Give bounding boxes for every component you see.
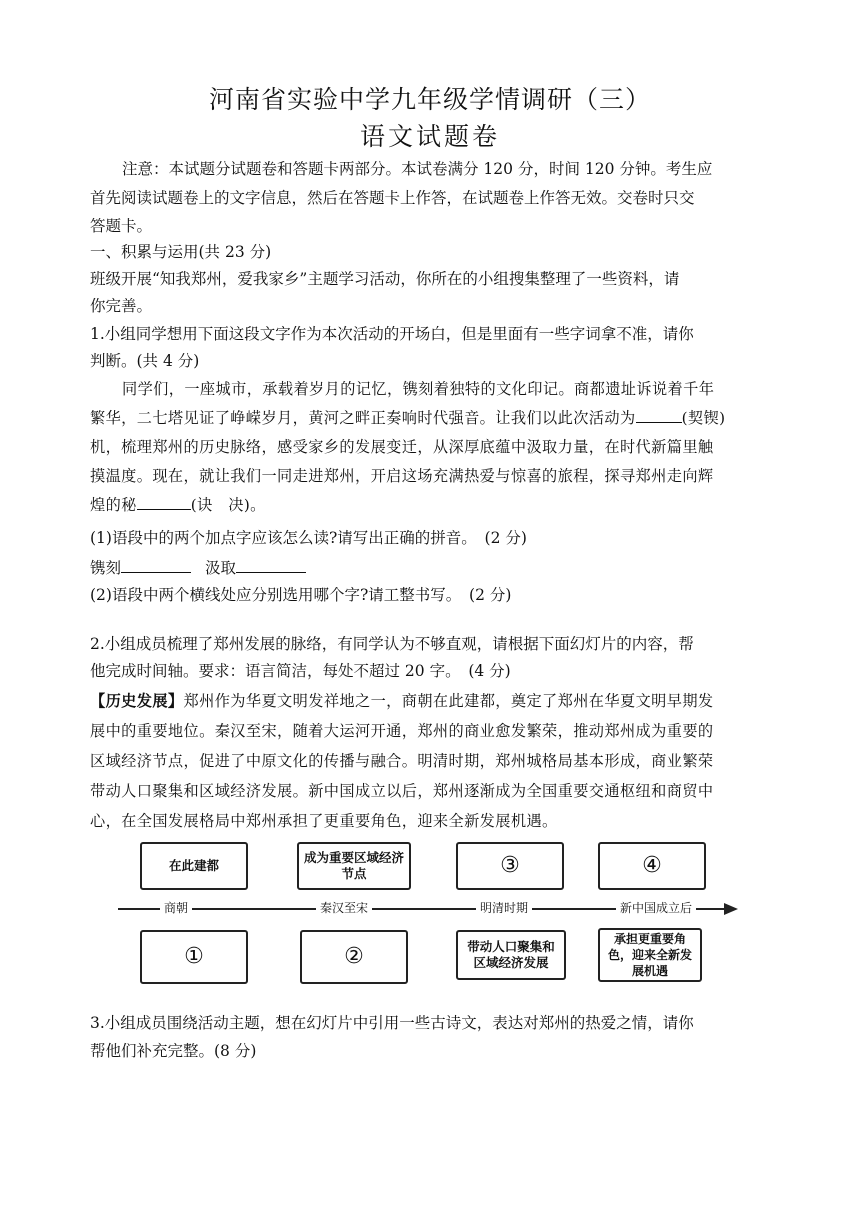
timeline-period-mingqing: 明清时期 — [476, 900, 532, 916]
timeline-box-2: ② — [300, 930, 408, 984]
timeline-box-mingqing-event: 带动人口聚集和区域经济发展 — [456, 930, 566, 980]
history-text: 郑州作为华夏文明发祥地之一，商朝在此建都，奠定了郑州在华夏文明早期发 — [183, 692, 714, 710]
history-tag: 【历史发展】 — [90, 692, 184, 710]
timeline-box-qinhan-event: 成为重要区域经济节点 — [297, 842, 411, 890]
q1-answer-line — [90, 556, 306, 578]
timeline-arrow-icon — [724, 903, 738, 915]
timeline-period-shang: 商朝 — [160, 900, 192, 916]
q1-passage-options: (诀 决)。 — [190, 496, 266, 514]
q1-passage-line-4: 摸温度。现在，就让我们一同走进郑州，开启这场充满热爱与惊喜的旅程，探寻郑州走向辉 — [90, 467, 714, 485]
q3-stem-2: 帮他们补充完整。(8 分) — [90, 1042, 257, 1060]
exam-title: 河南省实验中学九年级学情调研（三） — [208, 85, 651, 114]
q2-history-line-5: 心，在全国发展格局中郑州承担了更重要角色，迎来全新发展机遇。 — [90, 812, 558, 830]
q1-passage-line-3: 机，梳理郑州的历史脉络，感受家乡的发展变迁，从深厚底蕴中汲取力量，在时代新篇里触 — [90, 438, 714, 456]
q1-passage-text: 煌的秘 — [90, 496, 137, 514]
q2-history-line-4: 带动人口聚集和区域经济发展。新中国成立以后，郑州逐渐成为全国重要交通枢纽和商贸中 — [90, 782, 714, 800]
timeline-box-modern-event: 承担更重要角色，迎来全新发展机遇 — [598, 928, 702, 982]
q1-stem-2: 判断。(共 4 分) — [90, 352, 200, 370]
timeline-box-4: ④ — [598, 842, 706, 890]
timeline-box-shang-event: 在此建都 — [140, 842, 248, 890]
q1-sub-question-1: (1)语段中的两个加点字应该怎么读?请写出正确的拼音。 (2 分) — [90, 529, 527, 547]
timeline-box-3: ③ — [456, 842, 564, 890]
answer-blank[interactable] — [121, 558, 191, 573]
q1-sub-question-2: (2)语段中两个横线处应分别选用哪个字?请工整书写。 (2 分) — [90, 586, 512, 604]
q1-passage-text: 繁华，二七塔见证了峥嵘岁月，黄河之畔正奏响时代强音。让我们以此次活动为 — [90, 409, 636, 427]
q2-history-line-2: 展中的重要地位。秦汉至宋，随着大运河开通，郑州的商业愈发繁荣，推动郑州成为重要的 — [90, 722, 714, 740]
section-intro-1: 班级开展“知我郑州，爱我家乡”主题学习活动，你所在的小组搜集整理了一些资料，请 — [90, 270, 680, 288]
exam-subtitle: 语文试题卷 — [359, 122, 500, 151]
notice-line-3: 答题卡。 — [90, 217, 153, 235]
section-intro-2: 你完善。 — [90, 297, 153, 315]
q1-passage-line-5 — [90, 494, 266, 515]
q1-passage-options: (契锲) — [681, 409, 726, 427]
pinyin-label-b: 汲取 — [205, 559, 237, 577]
q1-passage-line-2 — [90, 407, 725, 428]
answer-blank[interactable] — [636, 408, 682, 423]
q3-stem-1: 3.小组成员围绕活动主题，想在幻灯片中引用一些古诗文，表达对郑州的热爱之情，请你 — [90, 1014, 694, 1032]
timeline-box-1: ① — [140, 930, 248, 984]
answer-blank[interactable] — [137, 495, 191, 510]
answer-blank[interactable] — [236, 558, 306, 573]
section-heading: 一、积累与运用(共 23 分) — [90, 243, 272, 261]
notice-line-2: 首先阅读试题卷上的文字信息，然后在答题卡上作答，在试题卷上作答无效。交卷时只交 — [90, 189, 695, 207]
q2-history-line-3: 区域经济节点，促进了中原文化的传播与融合。明清时期，郑州城格局基本形成，商业繁荣 — [90, 752, 714, 770]
q1-passage-line-1: 同学们，一座城市，承载着岁月的记忆，镌刻着独特的文化印记。商都遗址诉说着千年 — [122, 380, 715, 398]
q2-stem-1: 2.小组成员梳理了郑州发展的脉络，有同学认为不够直观，请根据下面幻灯片的内容，帮 — [90, 635, 694, 653]
timeline-period-qinhan: 秦汉至宋 — [316, 900, 372, 916]
q1-stem-1: 1.小组同学想用下面这段文字作为本次活动的开场白，但是里面有一些字词拿不准，请你 — [90, 325, 694, 343]
q2-stem-2: 他完成时间轴。要求：语言简洁，每处不超过 20 字。 (4 分) — [90, 662, 511, 680]
notice-line-1: 注意：本试题分试题卷和答题卡两部分。本试卷满分 120 分，时间 120 分钟。考生应 — [122, 160, 713, 178]
pinyin-label-a: 镌刻 — [90, 559, 122, 577]
q2-history-line-1 — [90, 690, 714, 711]
timeline-period-modern: 新中国成立后 — [616, 900, 696, 916]
